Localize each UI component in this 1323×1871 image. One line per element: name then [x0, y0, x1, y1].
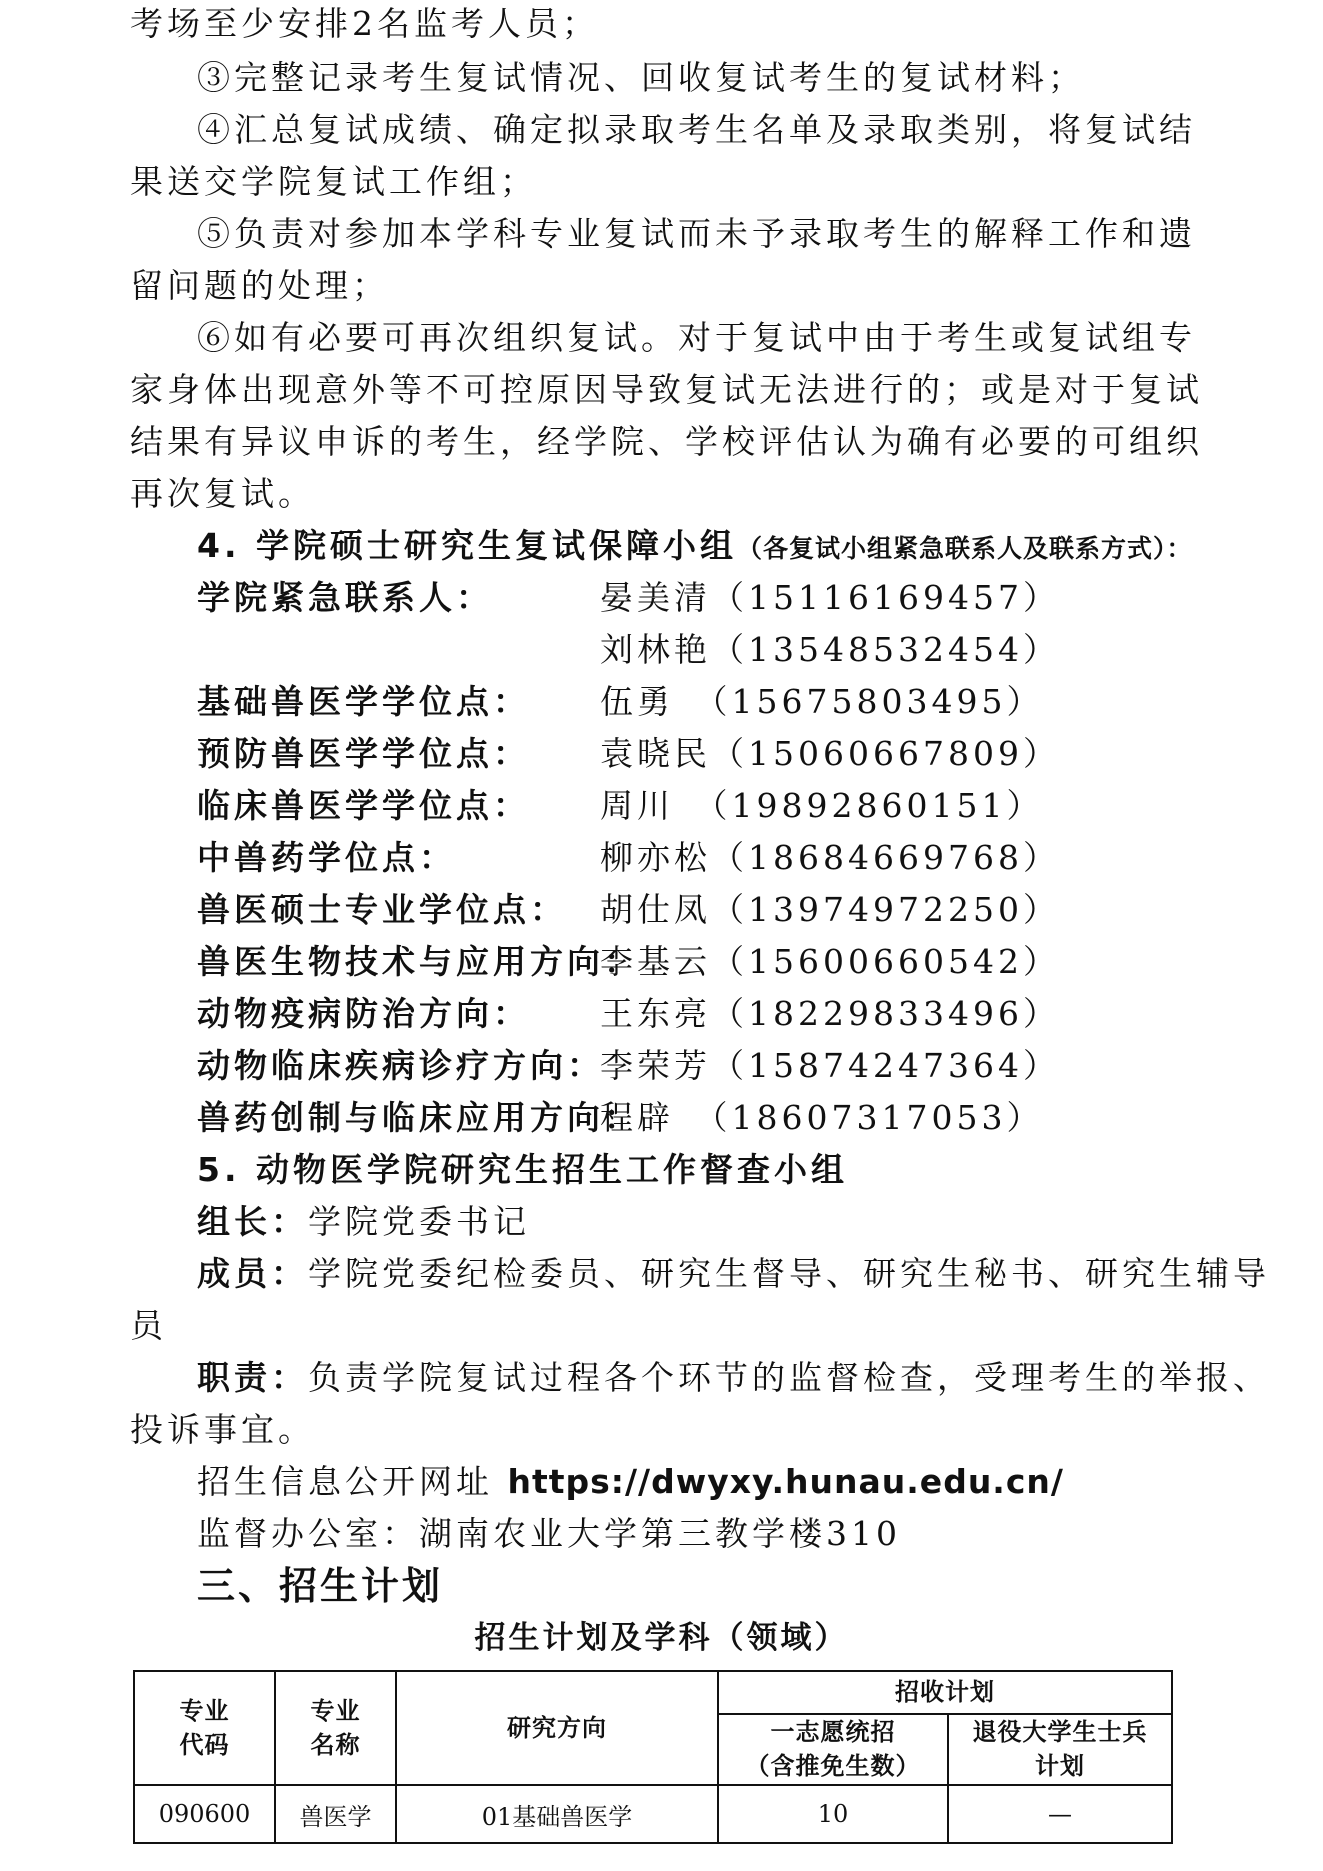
contact-label: 兽医生物技术与应用方向： [197, 942, 641, 981]
section-5-title: 5. 动物医学院研究生招生工作督查小组 [197, 1150, 848, 1189]
contact-value: 伍勇 （15675803495） [600, 682, 1044, 721]
contact-value: 李荣芳（15874247364） [600, 1046, 1060, 1085]
contact-value: 袁晓民（15060667809） [600, 734, 1060, 773]
contact-label: 预防兽医学学位点： [197, 734, 530, 773]
admission-url-link[interactable]: https://dwyxy.hunau.edu.cn/ [507, 1462, 1064, 1501]
members-line [197, 1254, 1270, 1294]
section-4-heading [197, 526, 1193, 569]
members-label: 成员： [197, 1254, 308, 1293]
contact-value: 柳亦松（18684669768） [600, 838, 1060, 877]
contact-label: 兽药创制与临床应用方向： [197, 1098, 641, 1137]
header-code: 专业 代码 [134, 1671, 275, 1785]
cell-general: 10 [718, 1785, 948, 1843]
header-plan-general: 一志愿统招 （含推免生数） [718, 1714, 948, 1785]
contact-value: 程辟 （18607317053） [600, 1098, 1044, 1137]
contact-value: 胡仕凤（13974972250） [600, 890, 1060, 929]
enrollment-plan-table [133, 1670, 1173, 1844]
paragraph-line: 再次复试。 [130, 474, 315, 513]
paragraph-line: ⑤负责对参加本学科专业复试而未予录取考生的解释工作和遗 [197, 214, 1196, 253]
cell-direction: 01基础兽医学 [396, 1785, 718, 1843]
header-name: 专业 名称 [275, 1671, 396, 1785]
paragraph-line: 结果有异议申诉的考生，经学院、学校评估认为确有必要的可组织 [130, 422, 1203, 461]
paragraph-line: ③完整记录考生复试情况、回收复试考生的复试材料； [197, 58, 1085, 97]
members-line-cont: 员 [130, 1306, 167, 1345]
contact-label: 临床兽医学学位点： [197, 786, 530, 825]
contact-label: 兽医硕士专业学位点： [197, 890, 567, 929]
contact-value: 李基云（15600660542） [600, 942, 1060, 981]
contact-value: 周川 （19892860151） [600, 786, 1044, 825]
contact-value: 王东亮（18229833496） [600, 994, 1060, 1033]
members-value: 学院党委纪检委员、研究生督导、研究生秘书、研究生辅导 [308, 1254, 1270, 1293]
contact-value: 晏美清（15116169457） [600, 578, 1060, 617]
paragraph-line: ⑥如有必要可再次组织复试。对于复试中由于考生或复试组专 [197, 318, 1196, 357]
duty-value: 负责学院复试过程各个环节的监督检查，受理考生的举报、 [308, 1358, 1270, 1397]
leader-value: 学院党委书记 [308, 1202, 530, 1241]
header-direction: 研究方向 [396, 1671, 718, 1785]
contact-value: 刘林艳（13548532454） [600, 630, 1060, 669]
section-4-title: 4. 学院硕士研究生复试保障小组 [197, 526, 737, 565]
contact-label: 动物疫病防治方向： [197, 994, 530, 1033]
duty-line [197, 1358, 1270, 1398]
cell-code: 090600 [134, 1785, 275, 1843]
leader-label: 组长： [197, 1202, 308, 1241]
section-3-title: 三、招生计划 [197, 1564, 444, 1608]
table-title: 招生计划及学科（领域） [474, 1620, 849, 1656]
contact-label: 基础兽医学学位点： [197, 682, 530, 721]
paragraph-line: ④汇总复试成绩、确定拟录取考生名单及录取类别，将复试结 [197, 110, 1196, 149]
contact-label: 动物临床疾病诊疗方向： [197, 1046, 604, 1085]
cell-veteran: — [948, 1785, 1172, 1843]
header-plan: 招收计划 [718, 1671, 1172, 1714]
duty-line-cont: 投诉事宜。 [130, 1410, 315, 1449]
paragraph-line: 考场至少安排2名监考人员； [130, 4, 599, 43]
section-4-note: （各复试小组紧急联系人及联系方式）： [737, 534, 1193, 563]
paragraph-line: 家身体出现意外等不可控原因导致复试无法进行的；或是对于复试 [130, 370, 1203, 409]
office-line: 监督办公室：湖南农业大学第三教学楼310 [197, 1514, 901, 1553]
header-plan-veteran: 退役大学生士兵 计划 [948, 1714, 1172, 1785]
table-row [134, 1785, 1172, 1843]
url-line [197, 1462, 1064, 1502]
duty-label: 职责： [197, 1358, 308, 1397]
contact-label: 中兽药学位点： [197, 838, 456, 877]
url-label: 招生信息公开网址 [197, 1462, 493, 1501]
contact-label: 学院紧急联系人： [197, 578, 493, 617]
leader-line [197, 1202, 530, 1242]
paragraph-line: 留问题的处理； [130, 266, 389, 305]
cell-name: 兽医学 [275, 1785, 396, 1843]
paragraph-line: 果送交学院复试工作组； [130, 162, 537, 201]
